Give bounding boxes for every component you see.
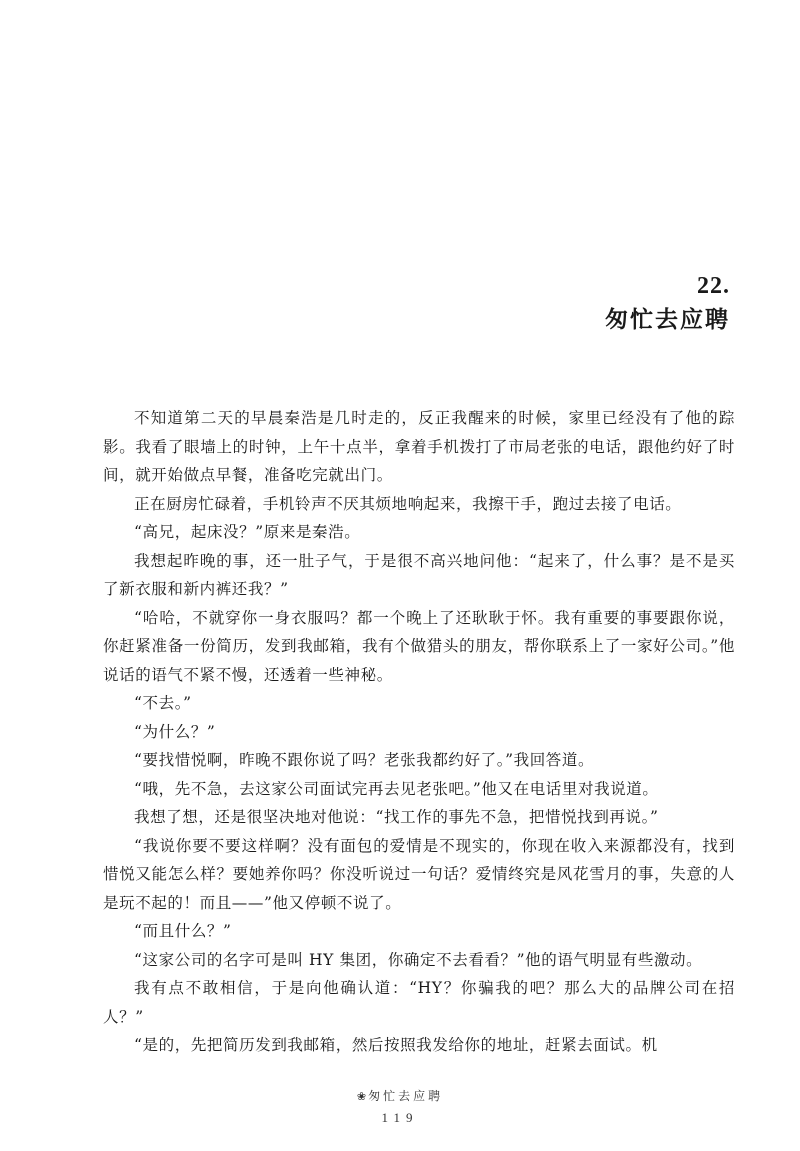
paragraph: “而且什么？” [134,922,232,940]
paragraph: 我想了想，还是很坚决地对他说：“找工作的事先不急，把惜悦找到再说。” [134,808,659,826]
body-text [103,404,735,1060]
paragraph: “高兄，起床没？”原来是秦浩。 [134,523,361,541]
chapter-heading [605,270,730,338]
paragraph: “哦，先不急，去这家公司面试完再去见老张吧。”他又在电话里对我说道。 [134,779,659,798]
paragraph: 正在厨房忙碌着，手机铃声不厌其烦地响起来，我擦干手，跑过去接了电话。 [134,494,682,513]
chapter-title: 匆忙去应聘 [605,306,730,333]
paragraph: “我说你要不要这样啊？没有面包的爱情是不现实的，你现在收入来源都没有，找到惜悦又能怎么样？要她养你吗？你没听说过一句话？爱情终究是风花雪月的事，失意的人是玩不起的！而且——”他又停顿不说了。 [103,836,735,912]
paragraph: “为什么？” [134,722,216,741]
page-number: 119 [381,1110,419,1125]
paragraph: “这家公司的名字可是叫 HY 集团，你确定不去看看？”他的语气明显有些激动。 [134,950,703,969]
chapter-number: 22. [697,273,730,299]
running-footer [0,1087,800,1104]
paragraph: 我想起昨晚的事，还一肚子气，于是很不高兴地问他：“起来了，什么事？是不是买了新衣服和新内裤还我？” [103,551,735,598]
paragraph: “哈哈，不就穿你一身衣服吗？都一个晚上了还耿耿于怀。我有重要的事要跟你说，你赶紧准备一份简历，发到我邮箱，我有个做猎头的朋友，帮你联系上了一家好公司。”他说话的语气不紧不慢，还透着一些神秘。 [103,608,735,684]
paragraph: “要找惜悦啊，昨晚不跟你说了吗？老张我都约好了。”我回答道。 [134,751,595,769]
running-title: 匆忙去应聘 [368,1089,444,1103]
paragraph: 我有点不敢相信，于是向他确认道：“HY？你骗我的吧？那么大的品牌公司在招人？” [103,979,735,1026]
paragraph: 不知道第二天的早晨秦浩是几时走的，反正我醒来的时候，家里已经没有了他的踪影。我看了眼墙上的时钟，上午十点半，拿着手机拨打了市局老张的电话，跟他约好了时间，就开始做点早餐，准备吃完就出门。 [103,409,735,484]
paragraph: “是的，先把简历发到我邮箱，然后按照我发给你的地址，赶紧去面试。机 [134,1036,658,1054]
paragraph: “不去。” [134,694,192,712]
flower-ornament-icon: ❀ [356,1090,367,1103]
